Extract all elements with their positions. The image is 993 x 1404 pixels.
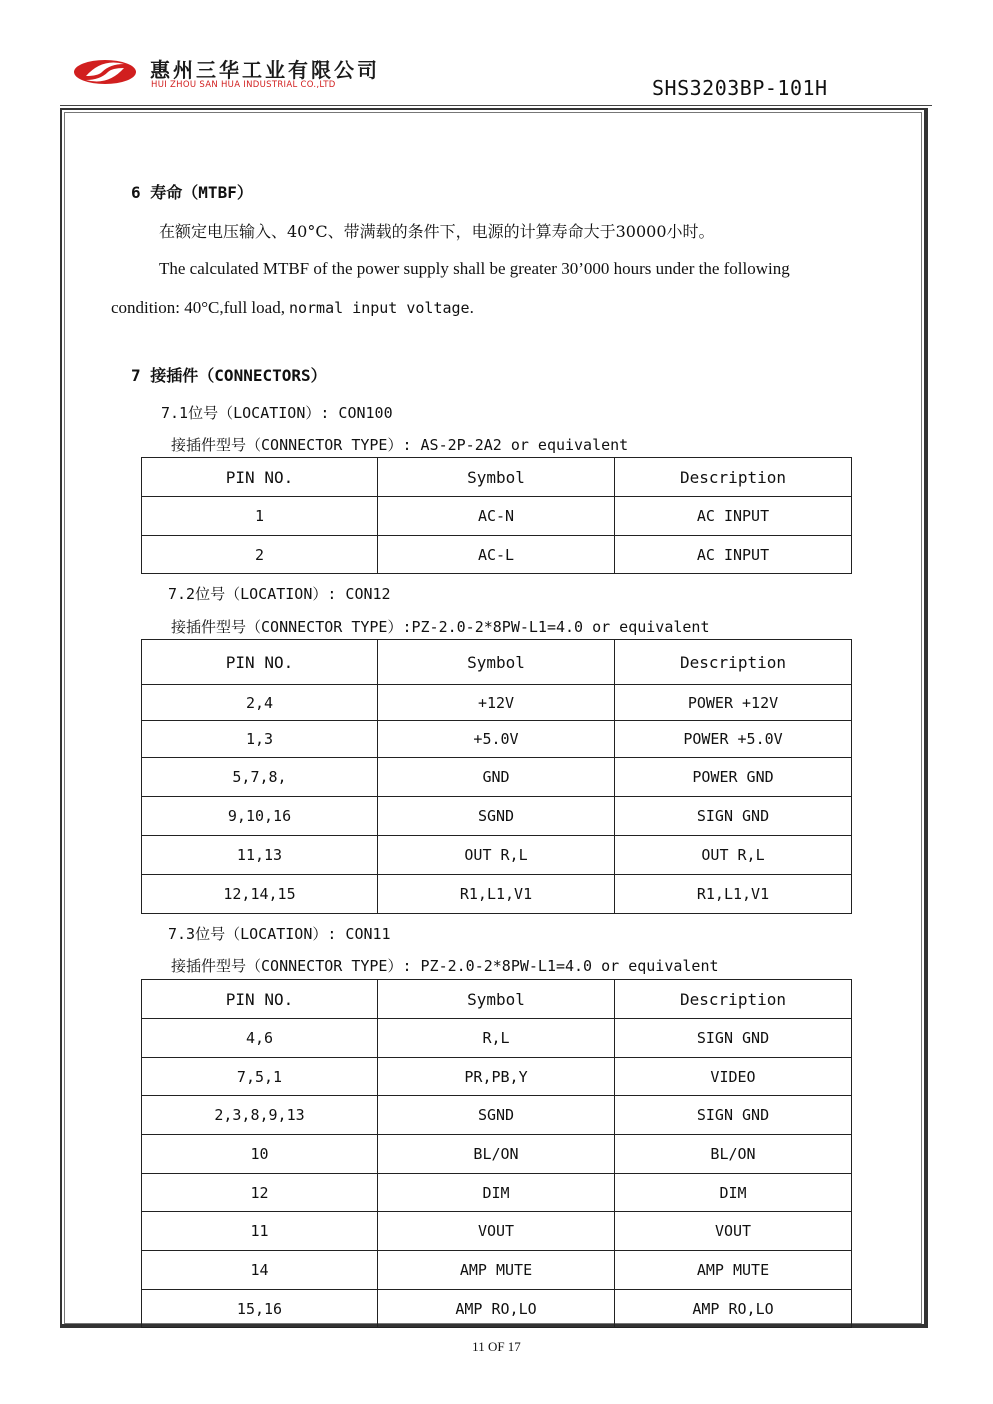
table-row [142,685,852,721]
description-cell: SIGN GND [615,1019,852,1058]
connector-2-location [168,583,391,604]
document-code: SHS3203BP-101H [652,76,828,100]
table-row [142,758,852,797]
table-row [142,836,852,875]
symbol-cell: DIM [378,1174,615,1212]
description-cell: POWER +5.0V [615,721,852,758]
symbol-cell: BL/ON [378,1135,615,1174]
connector-1-table [141,457,852,574]
symbol-cell: AMP RO,LO [378,1290,615,1328]
description-cell: AC INPUT [615,497,852,536]
table-row [142,875,852,914]
company-name-cn: 惠州三华工业有限公司 [150,58,380,82]
table-row [142,1019,852,1058]
table-header-row [142,640,852,685]
header-divider [60,105,932,106]
description-cell: VIDEO [615,1058,852,1096]
connector-3-table [141,979,852,1328]
table-row [142,721,852,758]
description-cell: AC INPUT [615,536,852,574]
header-description: Description [615,640,852,685]
connector-1-location-en: （LOCATION）: CON100 [218,404,393,422]
section-7-number: 7 [131,366,141,385]
description-cell: R1,L1,V1 [615,875,852,914]
connector-3-location [168,923,391,944]
table-row [142,1290,852,1328]
table-row [142,1135,852,1174]
pin-cell: 2,4 [142,685,378,721]
header-pin-no: PIN NO. [142,640,378,685]
symbol-cell: AC-N [378,497,615,536]
symbol-cell: +5.0V [378,721,615,758]
table-header-row [142,458,852,497]
section-7-title-cn: 接插件 [150,366,199,385]
section-7-title-en: （CONNECTORS） [198,366,327,385]
page-number: 11 OF 17 [472,1339,521,1354]
symbol-cell: +12V [378,685,615,721]
table-row [142,1174,852,1212]
section-6-number: 6 [131,183,141,202]
header-description: Description [615,458,852,497]
header-symbol: Symbol [378,640,615,685]
connector-3-number: 7.3 [168,925,196,943]
symbol-cell: VOUT [378,1212,615,1251]
pin-cell: 15,16 [142,1290,378,1328]
section-7-heading [131,363,327,386]
description-cell: DIM [615,1174,852,1212]
description-cell: POWER +12V [615,685,852,721]
description-cell: AMP RO,LO [615,1290,852,1328]
description-cell: OUT R,L [615,836,852,875]
connector-3-type-cn: 接插件型号 [171,957,247,975]
connector-2-location-cn: 位号 [195,585,226,603]
pin-cell: 10 [142,1135,378,1174]
connector-2-type-cn: 接插件型号 [171,618,247,636]
pin-cell: 1 [142,497,378,536]
pin-cell: 9,10,16 [142,797,378,836]
connector-2-type [171,616,710,637]
pin-cell: 12,14,15 [142,875,378,914]
pin-cell: 5,7,8, [142,758,378,797]
connector-1-type [171,434,628,455]
header-symbol: Symbol [378,980,615,1019]
description-cell: AMP MUTE [615,1251,852,1290]
pin-cell: 14 [142,1251,378,1290]
connector-1-type-cn: 接插件型号 [171,436,247,454]
pin-cell: 11,13 [142,836,378,875]
description-cell: SIGN GND [615,797,852,836]
connector-2-number: 7.2 [168,585,196,603]
header-pin-no: PIN NO. [142,980,378,1019]
table-row [142,1096,852,1135]
connector-1-location [161,402,393,423]
pin-cell: 2 [142,536,378,574]
symbol-cell: R1,L1,V1 [378,875,615,914]
connector-3-type-en: （CONNECTOR TYPE）: PZ-2.0-2*8PW-L1=4.0 or equivalent [246,957,719,975]
header-description: Description [615,980,852,1019]
description-cell: SIGN GND [615,1096,852,1135]
description-cell: VOUT [615,1212,852,1251]
connector-3-location-en: （LOCATION）: CON11 [225,925,391,943]
symbol-cell: SGND [378,797,615,836]
mtbf-period: . [469,298,474,317]
connector-1-type-en: （CONNECTOR TYPE）: AS-2P-2A2 or equivalent [246,436,629,454]
connector-2-table [141,639,852,914]
table-row [142,1058,852,1096]
section-6-paragraph-cn: 在额定电压输入、40°C、带满载的条件下，电源的计算寿命大于30000小时。 [159,222,715,241]
table-row [142,1251,852,1290]
symbol-cell: OUT R,L [378,836,615,875]
table-row [142,536,852,574]
pin-cell: 11 [142,1212,378,1251]
pin-cell: 2,3,8,9,13 [142,1096,378,1135]
pin-cell: 7,5,1 [142,1058,378,1096]
mtbf-input-voltage: normal input voltage [288,299,470,317]
connector-3-type [171,955,719,976]
section-6-title-cn: 寿命 [150,183,183,202]
table-row [142,1212,852,1251]
connector-1-number: 7.1 [161,404,189,422]
company-name-en: HUI ZHOU SAN HUA INDUSTRIAL CO.,LTD [151,80,336,90]
table-row [142,497,852,536]
section-6-title-en: （MTBF） [182,183,253,202]
connector-2-type-en: （CONNECTOR TYPE）:PZ-2.0-2*8PW-L1=4.0 or equivalent [246,618,710,636]
pin-cell: 1,3 [142,721,378,758]
section-6-heading [131,180,253,203]
company-logo [72,52,142,92]
symbol-cell: PR,PB,Y [378,1058,615,1096]
symbol-cell: AC-L [378,536,615,574]
section-6-paragraph-en-line1: The calculated MTBF of the power supply shall be greater 30’000 hours under the following [159,259,790,278]
pin-cell: 4,6 [142,1019,378,1058]
symbol-cell: R,L [378,1019,615,1058]
connector-1-location-cn: 位号 [188,404,219,422]
mtbf-condition: condition: 40°C,full load, [111,298,285,317]
symbol-cell: AMP MUTE [378,1251,615,1290]
section-6-paragraph-en-line2 [111,298,474,318]
table-row [142,797,852,836]
description-cell: POWER GND [615,758,852,797]
table-header-row [142,980,852,1019]
connector-2-location-en: （LOCATION）: CON12 [225,585,391,603]
header-symbol: Symbol [378,458,615,497]
description-cell: BL/ON [615,1135,852,1174]
symbol-cell: SGND [378,1096,615,1135]
connector-3-location-cn: 位号 [195,925,226,943]
pin-cell: 12 [142,1174,378,1212]
symbol-cell: GND [378,758,615,797]
header-pin-no: PIN NO. [142,458,378,497]
